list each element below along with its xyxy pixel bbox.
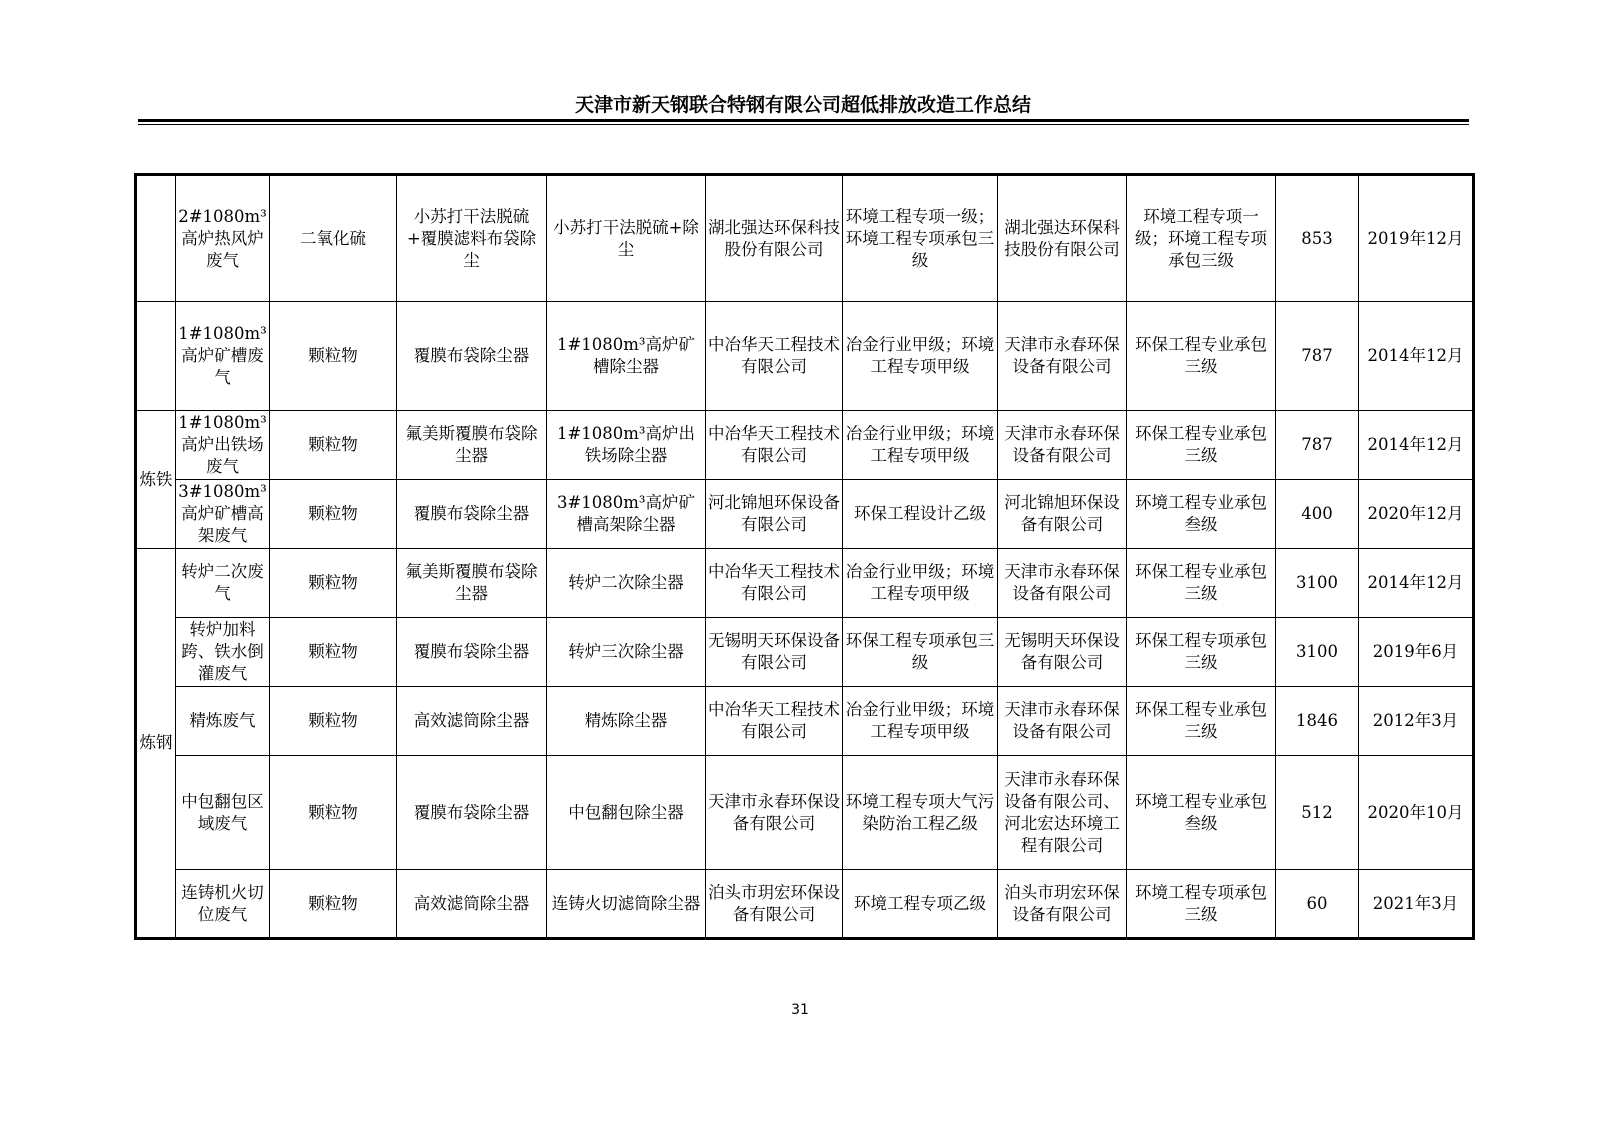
facility-cell: 精炼除尘器 xyxy=(547,687,706,756)
date-cell: 2021年3月 xyxy=(1359,870,1474,939)
table-row xyxy=(136,756,1474,870)
design-unit-cell: 中冶华天工程技术有限公司 xyxy=(706,302,843,411)
technology-cell: 氟美斯覆膜布袋除尘器 xyxy=(397,549,547,618)
technology-cell: 高效滤筒除尘器 xyxy=(397,687,547,756)
investment-cell: 853 xyxy=(1276,175,1359,302)
pollutant-cell: 颗粒物 xyxy=(270,756,397,870)
build-qualification-cell: 环保工程专业承包三级 xyxy=(1127,549,1276,618)
build-qualification-cell: 环境工程专项一级；环境工程专项承包三级 xyxy=(1127,175,1276,302)
source-cell: 3#1080m³高炉矿槽高架废气 xyxy=(176,480,270,549)
table-row xyxy=(136,480,1474,549)
build-qualification-cell: 环保工程专项承包三级 xyxy=(1127,618,1276,687)
pollutant-cell: 颗粒物 xyxy=(270,480,397,549)
design-qualification-cell: 环境工程专项一级；环境工程专项承包三级 xyxy=(843,175,998,302)
design-unit-cell: 无锡明天环保设备有限公司 xyxy=(706,618,843,687)
source-cell: 中包翻包区域废气 xyxy=(176,756,270,870)
design-qualification-cell: 环境工程专项乙级 xyxy=(843,870,998,939)
document-title: 天津市新天钢联合特钢有限公司超低排放改造工作总结 xyxy=(574,94,1031,116)
header-rule-thin xyxy=(138,124,1469,125)
investment-cell: 3100 xyxy=(1276,618,1359,687)
technology-cell: 高效滤筒除尘器 xyxy=(397,870,547,939)
category-cell xyxy=(136,302,176,411)
design-qualification-cell: 冶金行业甲级；环境工程专项甲级 xyxy=(843,411,998,480)
design-unit-cell: 泊头市玥宏环保设备有限公司 xyxy=(706,870,843,939)
build-qualification-cell: 环保工程专业承包三级 xyxy=(1127,411,1276,480)
date-cell: 2019年12月 xyxy=(1359,175,1474,302)
build-unit-cell: 天津市永春环保设备有限公司 xyxy=(998,687,1127,756)
table-row xyxy=(136,870,1474,939)
build-unit-cell: 河北锦旭环保设备有限公司 xyxy=(998,480,1127,549)
facility-cell: 转炉二次除尘器 xyxy=(547,549,706,618)
facility-cell: 转炉三次除尘器 xyxy=(547,618,706,687)
page-number: 31 xyxy=(791,1002,809,1018)
build-qualification-cell: 环境工程专业承包叁级 xyxy=(1127,480,1276,549)
build-qualification-cell: 环保工程专业承包三级 xyxy=(1127,302,1276,411)
date-cell: 2014年12月 xyxy=(1359,549,1474,618)
technology-cell: 覆膜布袋除尘器 xyxy=(397,618,547,687)
date-cell: 2020年12月 xyxy=(1359,480,1474,549)
build-qualification-cell: 环保工程专业承包三级 xyxy=(1127,687,1276,756)
investment-cell: 400 xyxy=(1276,480,1359,549)
source-cell: 精炼废气 xyxy=(176,687,270,756)
design-qualification-cell: 冶金行业甲级；环境工程专项甲级 xyxy=(843,687,998,756)
date-cell: 2019年6月 xyxy=(1359,618,1474,687)
build-unit-cell: 天津市永春环保设备有限公司、河北宏达环境工程有限公司 xyxy=(998,756,1127,870)
date-cell: 2012年3月 xyxy=(1359,687,1474,756)
facility-cell: 1#1080m³高炉矿槽除尘器 xyxy=(547,302,706,411)
pollutant-cell: 颗粒物 xyxy=(270,870,397,939)
investment-cell: 60 xyxy=(1276,870,1359,939)
table-row xyxy=(136,302,1474,411)
investment-cell: 512 xyxy=(1276,756,1359,870)
facility-cell: 小苏打干法脱硫+除尘 xyxy=(547,175,706,302)
technology-cell: 覆膜布袋除尘器 xyxy=(397,480,547,549)
design-qualification-cell: 环保工程设计乙级 xyxy=(843,480,998,549)
source-cell: 2#1080m³高炉热风炉废气 xyxy=(176,175,270,302)
category-cell: 炼钢 xyxy=(136,549,176,939)
source-cell: 连铸机火切位废气 xyxy=(176,870,270,939)
investment-cell: 1846 xyxy=(1276,687,1359,756)
facility-cell: 中包翻包除尘器 xyxy=(547,756,706,870)
pollutant-cell: 颗粒物 xyxy=(270,302,397,411)
table-row xyxy=(136,549,1474,618)
facility-cell: 3#1080m³高炉矿槽高架除尘器 xyxy=(547,480,706,549)
technology-cell: 覆膜布袋除尘器 xyxy=(397,756,547,870)
build-unit-cell: 无锡明天环保设备有限公司 xyxy=(998,618,1127,687)
design-qualification-cell: 冶金行业甲级；环境工程专项甲级 xyxy=(843,302,998,411)
investment-cell: 3100 xyxy=(1276,549,1359,618)
build-unit-cell: 天津市永春环保设备有限公司 xyxy=(998,302,1127,411)
table-row xyxy=(136,618,1474,687)
source-cell: 1#1080m³高炉矿槽废气 xyxy=(176,302,270,411)
facility-cell: 1#1080m³高炉出铁场除尘器 xyxy=(547,411,706,480)
table-row xyxy=(136,175,1474,302)
build-unit-cell: 天津市永春环保设备有限公司 xyxy=(998,549,1127,618)
date-cell: 2014年12月 xyxy=(1359,411,1474,480)
category-cell xyxy=(136,175,176,302)
design-unit-cell: 中冶华天工程技术有限公司 xyxy=(706,549,843,618)
design-qualification-cell: 环保工程专项承包三级 xyxy=(843,618,998,687)
build-qualification-cell: 环境工程专项承包三级 xyxy=(1127,870,1276,939)
build-qualification-cell: 环境工程专业承包叁级 xyxy=(1127,756,1276,870)
pollutant-cell: 颗粒物 xyxy=(270,411,397,480)
technology-cell: 小苏打干法脱硫+覆膜滤料布袋除尘 xyxy=(397,175,547,302)
header-rule-thick xyxy=(138,119,1469,122)
source-cell: 转炉加料跨、铁水倒灌废气 xyxy=(176,618,270,687)
pollutant-cell: 颗粒物 xyxy=(270,618,397,687)
design-unit-cell: 天津市永春环保设备有限公司 xyxy=(706,756,843,870)
pollutant-cell: 二氧化硫 xyxy=(270,175,397,302)
technology-cell: 覆膜布袋除尘器 xyxy=(397,302,547,411)
design-unit-cell: 湖北强达环保科技股份有限公司 xyxy=(706,175,843,302)
category-cell: 炼铁 xyxy=(136,411,176,549)
pollutant-cell: 颗粒物 xyxy=(270,687,397,756)
equipment-table xyxy=(134,173,1475,940)
design-qualification-cell: 冶金行业甲级；环境工程专项甲级 xyxy=(843,549,998,618)
design-unit-cell: 中冶华天工程技术有限公司 xyxy=(706,687,843,756)
design-unit-cell: 河北锦旭环保设备有限公司 xyxy=(706,480,843,549)
design-qualification-cell: 环境工程专项大气污染防治工程乙级 xyxy=(843,756,998,870)
table-row xyxy=(136,687,1474,756)
source-cell: 1#1080m³高炉出铁场废气 xyxy=(176,411,270,480)
facility-cell: 连铸火切滤筒除尘器 xyxy=(547,870,706,939)
design-unit-cell: 中冶华天工程技术有限公司 xyxy=(706,411,843,480)
technology-cell: 氟美斯覆膜布袋除尘器 xyxy=(397,411,547,480)
build-unit-cell: 泊头市玥宏环保设备有限公司 xyxy=(998,870,1127,939)
build-unit-cell: 天津市永春环保设备有限公司 xyxy=(998,411,1127,480)
date-cell: 2020年10月 xyxy=(1359,756,1474,870)
investment-cell: 787 xyxy=(1276,302,1359,411)
investment-cell: 787 xyxy=(1276,411,1359,480)
table-row xyxy=(136,411,1474,480)
pollutant-cell: 颗粒物 xyxy=(270,549,397,618)
date-cell: 2014年12月 xyxy=(1359,302,1474,411)
build-unit-cell: 湖北强达环保科技股份有限公司 xyxy=(998,175,1127,302)
source-cell: 转炉二次废气 xyxy=(176,549,270,618)
